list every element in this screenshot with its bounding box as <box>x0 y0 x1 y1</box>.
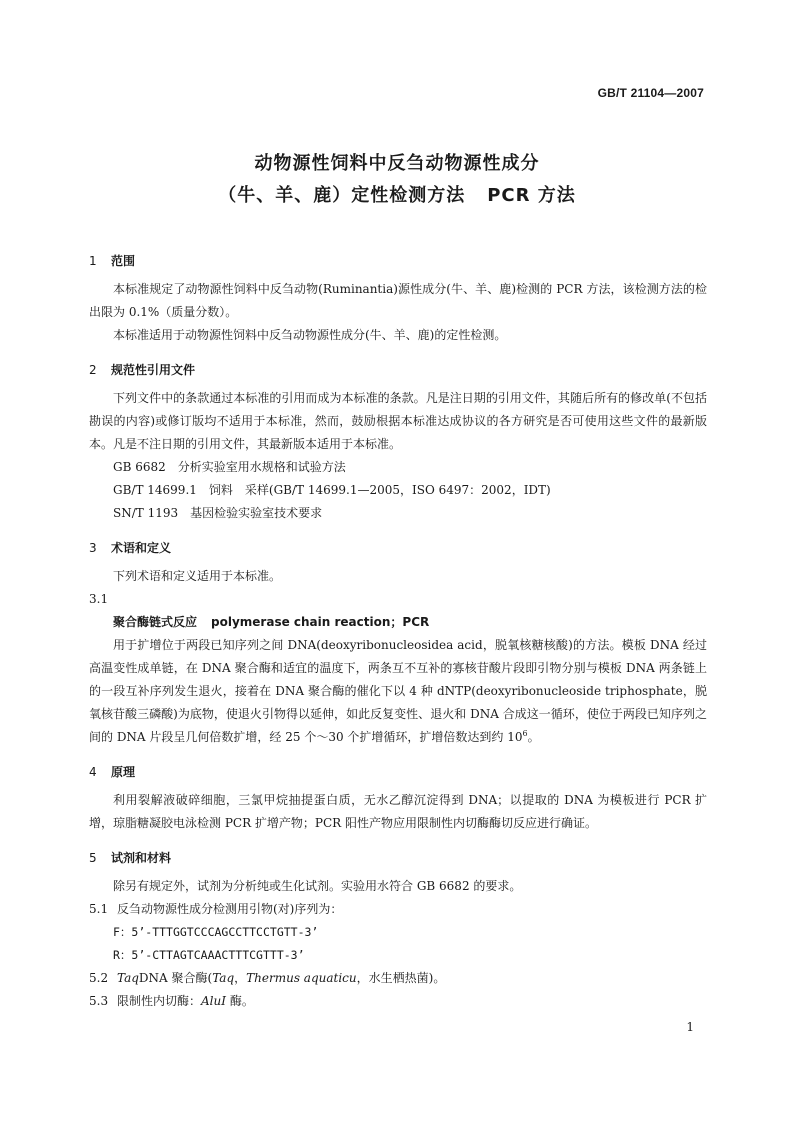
scope-paragraph-1: 本标准规定了动物源性饲料中反刍动物(Ruminantia)源性成分(牛、羊、鹿)检测的 PCR 方法，该检测方法的检出限为 0.1%（质量分数）。 <box>89 282 707 319</box>
document-body <box>89 250 707 1013</box>
title-line2-part-b: PCR 方法 <box>487 185 576 206</box>
subclause-polymerase: 5.2 TaqDNA 聚合酶(Taq，Thermus aquaticu，水生栖热菌)。 <box>89 971 446 985</box>
references-paragraph: 下列文件中的条款通过本标准的引用而成为本标准的条款。凡是注日期的引用文件，其随后所有的修改单(不包括勘误的内容)或修订版均不适用于本标准，然而，鼓励根据本标准达成协议的各方研究是否可使用这些文件的最新版本。凡是不注日期的引用文件，其最新版本适用于本标准。 <box>89 391 707 451</box>
term-pcr: 聚合酶链式反应 polymerase chain reaction；PCR <box>113 615 430 629</box>
primer-forward: F：5’-TTTGGTCCCAGCCTTCCTGTT-3’ <box>113 925 319 939</box>
reagents-paragraph: 除另有规定外，试剂为分析纯或生化试剂。实验用水符合 GB 6682 的要求。 <box>113 879 522 893</box>
terms-paragraph: 下列术语和定义适用于本标准。 <box>113 569 282 583</box>
subclause-restriction-enzyme: 5.3 限制性内切酶：AluI 酶。 <box>89 994 254 1008</box>
section-heading-reagents: 5 试剂和材料 <box>89 851 172 865</box>
subclause-number: 3.1 <box>89 592 109 606</box>
scope-paragraph-2: 本标准适用于动物源性饲料中反刍动物源性成分(牛、羊、鹿)的定性检测。 <box>113 328 507 342</box>
reference-item: GB/T 14699.1 饲料 采样(GB/T 14699.1—2005，ISO 6497：2002，IDT) <box>113 483 551 497</box>
document-title-line2 <box>0 181 794 207</box>
section-heading-principle: 4 原理 <box>89 765 136 779</box>
principle-paragraph: 利用裂解液破碎细胞，三氯甲烷抽提蛋白质，无水乙醇沉淀得到 DNA；以提取的 DNA 为模板进行 PCR 扩增，琼脂糖凝胶电泳检测 PCR 扩增产物；PCR 阳性产物应用限制性内切酶酶切反应进行确证。 <box>89 793 707 830</box>
document-title-line1: 动物源性饲料中反刍动物源性成分 <box>254 153 540 174</box>
section-heading-scope: 1 范围 <box>89 254 136 268</box>
section-heading-terms: 3 术语和定义 <box>89 541 172 555</box>
page-number: 1 <box>686 1020 694 1034</box>
standard-code: GB/T 21104—2007 <box>597 86 704 100</box>
primer-reverse: R：5’-CTTAGTCAAACTTTCGTTT-3’ <box>113 948 305 962</box>
section-heading-normative-references: 2 规范性引用文件 <box>89 363 196 377</box>
term-definition: 用于扩增位于两段已知序列之间 DNA(deoxyribonucleosidea acid，脱氧核糖核酸)的方法。模板 DNA 经过高温变性成单链，在 DNA 聚合酶和适宜的温度下，两条互不互补的寡核苷酸片段即引物分别与模板 DNA 两条链上的一段互补序列发生退火，接着在 DNA 聚合酶的催化下以 4 种 dNTP(deoxyribonucleoside triphosphate，脱氧核苷酸三磷酸)为底物，使退火引物得以延伸，如此反复变性、退火和 DNA 合成这一循环，使位于两段已知序列之间的 DNA 片段呈几何倍数扩增，经 25 个～30 个扩增循环，扩增倍数达到约 $10^6$。 <box>89 638 707 744</box>
reference-item: SN/T 1193 基因检验实验室技术要求 <box>113 506 323 520</box>
reference-item: GB 6682 分析实验室用水规格和试验方法 <box>113 460 346 474</box>
title-line2-part-a: （牛、羊、鹿）定性检测方法 <box>218 185 466 206</box>
subclause-primers: 5.1 反刍动物源性成分检测用引物(对)序列为： <box>89 902 343 916</box>
